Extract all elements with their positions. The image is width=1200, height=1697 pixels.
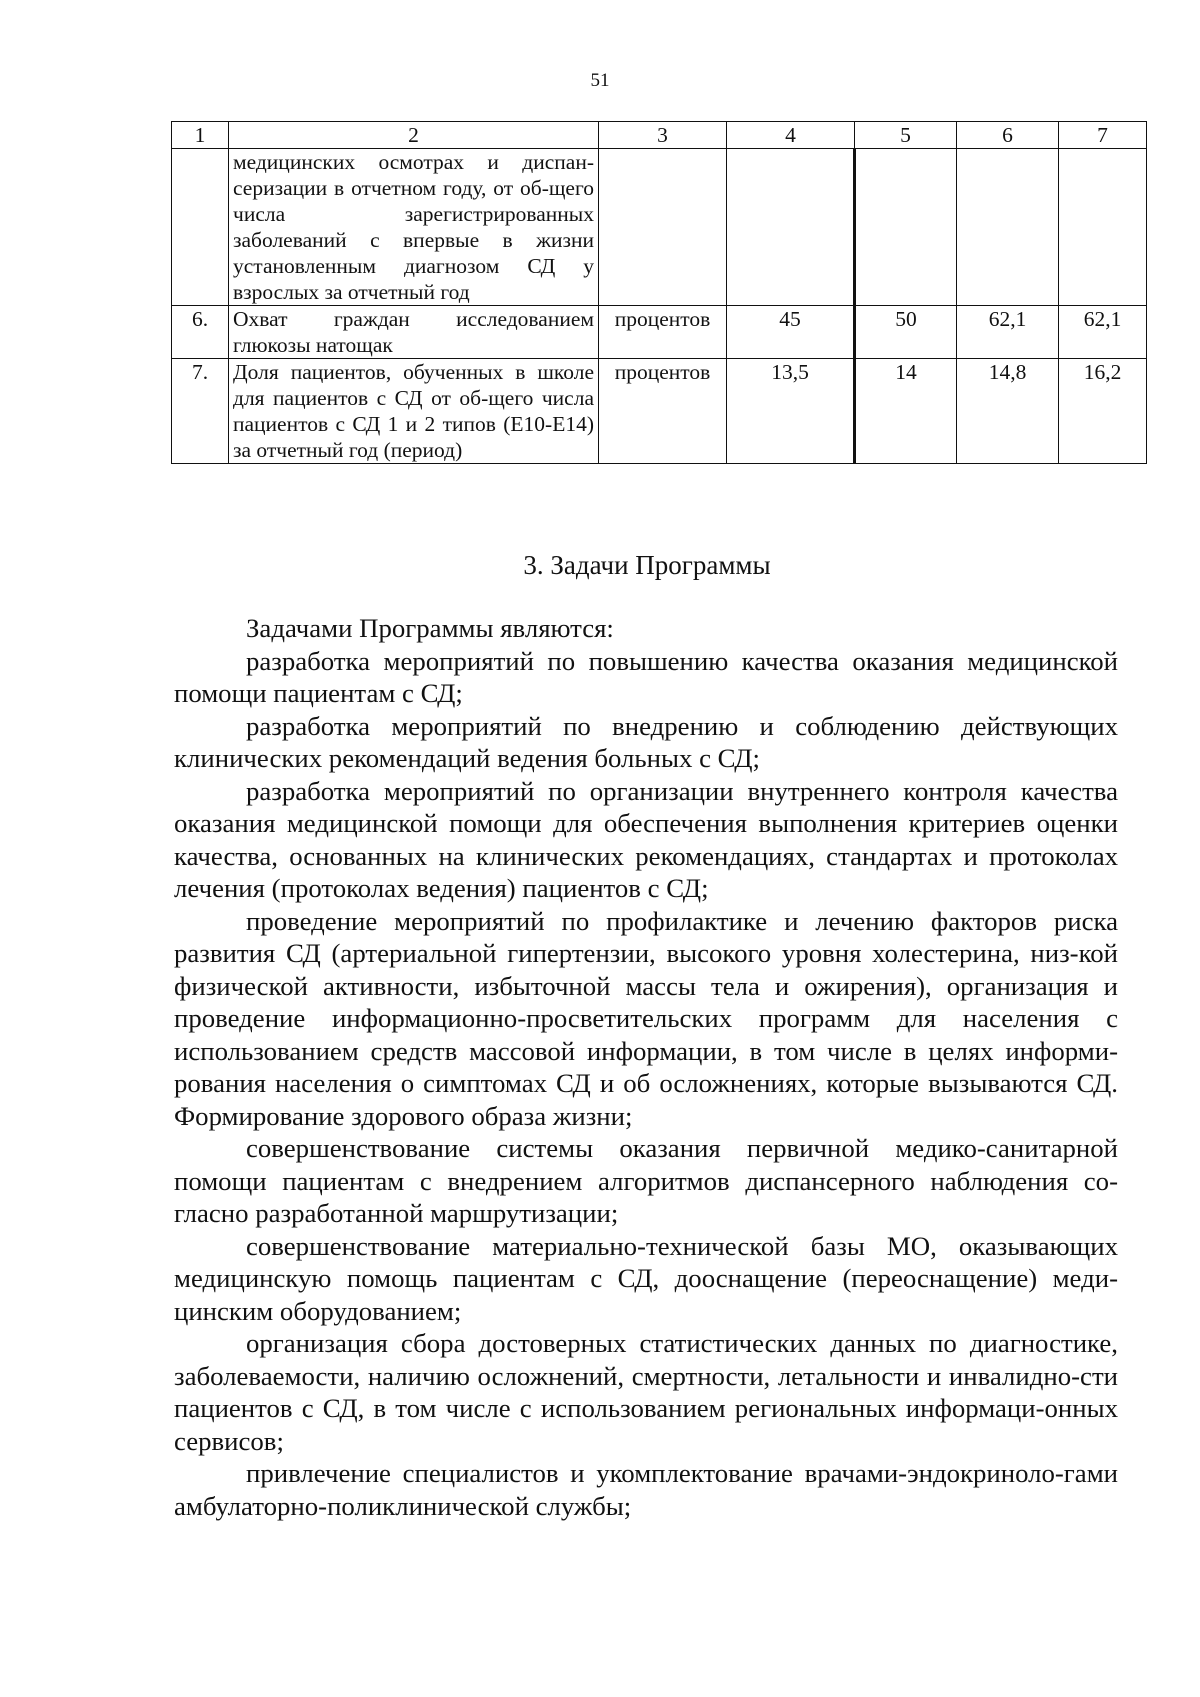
column-header: 2 (229, 122, 599, 149)
intro-paragraph: Задачами Программы являются: (246, 613, 614, 643)
task-paragraph: разработка мероприятий по организации внутреннего контроля качества оказания медицинской помощи для обеспечения выполнения критериев оценки качества, основанных на клинических рекомендациях, стандартах и протоколах лечения (протоколах ведения) пациентов с СД; (174, 775, 1118, 903)
row-number: 6. (172, 306, 229, 359)
section-title: 3. Задачи Программы (523, 550, 771, 580)
task-paragraph: разработка мероприятий по повышению качества оказания медицинской помощи пациентам с СД; (174, 645, 1118, 708)
value-cell: 16,2 (1059, 359, 1147, 464)
task-paragraph: организация сбора достоверных статистических данных по диагностике, заболеваемости, наличию осложнений, смертности, летальности и инвалидно-сти пациентов с СД, в том числе с использованием региональных информаци-онных сервисов; (174, 1328, 1118, 1456)
table-row (172, 149, 1147, 306)
value-cell: 50 (855, 306, 957, 359)
unit-cell: процентов (599, 306, 727, 359)
indicator-description: медицинских осмотрах и диспан-серизации в отчетном году, от об-щего числа зарегистрированных заболеваний с впервые в жизни установленным диагнозом СД у взрослых за отчетный год (229, 149, 599, 306)
column-header: 7 (1059, 122, 1147, 149)
indicators-table (171, 121, 1147, 464)
task-paragraph: разработка мероприятий по внедрению и соблюдению действующих клинических рекомендаций ведения больных с СД; (174, 710, 1118, 773)
task-paragraph: совершенствование материально-технической базы МО, оказывающих медицинскую помощь пациентам с СД, дооснащение (переоснащение) меди-цинским оборудованием; (174, 1230, 1118, 1326)
value-cell (1059, 149, 1147, 306)
value-cell (855, 149, 957, 306)
table-row (172, 359, 1147, 464)
value-cell: 45 (727, 306, 855, 359)
row-number (172, 149, 229, 306)
value-cell (727, 149, 855, 306)
table-header-row (172, 122, 1147, 149)
unit-cell (599, 149, 727, 306)
value-cell: 14 (855, 359, 957, 464)
value-cell (957, 149, 1059, 306)
value-cell: 14,8 (957, 359, 1059, 464)
page-number: 51 (590, 70, 610, 91)
column-header: 3 (599, 122, 727, 149)
value-cell: 62,1 (1059, 306, 1147, 359)
value-cell: 62,1 (957, 306, 1059, 359)
column-header: 6 (957, 122, 1059, 149)
column-header: 4 (727, 122, 855, 149)
column-header: 1 (172, 122, 229, 149)
task-paragraph: привлечение специалистов и укомплектование врачами-эндокриноло-гами амбулаторно-поликлинической службы; (174, 1458, 1118, 1521)
value-cell: 13,5 (727, 359, 855, 464)
indicator-description: Охват граждан исследованием глюкозы натощак (229, 306, 599, 359)
indicator-description: Доля пациентов, обученных в школе для пациентов с СД от об-щего числа пациентов с СД 1 и 2 типов (Е10-Е14) за отчетный год (период) (229, 359, 599, 464)
task-paragraph: проведение мероприятий по профилактике и лечению факторов риска развития СД (артериальной гипертензии, высокого уровня холестерина, низ-кой физической активности, избыточной массы тела и ожирения), организация и проведение информационно-просветительских программ для населения с использованием средств массовой информации, в том числе в целях информи-рования населения о симптомах СД и об осложнениях, которые вызываются СД. Формирование здорового образа жизни; (174, 905, 1118, 1131)
task-paragraph: совершенствование системы оказания первичной медико-санитарной помощи пациентам с внедрением алгоритмов диспансерного наблюдения со-гласно разработанной маршрутизации; (174, 1133, 1118, 1228)
unit-cell: процентов (599, 359, 727, 464)
row-number: 7. (172, 359, 229, 464)
body-text (174, 612, 1118, 1522)
column-header: 5 (855, 122, 957, 149)
table-row (172, 306, 1147, 359)
